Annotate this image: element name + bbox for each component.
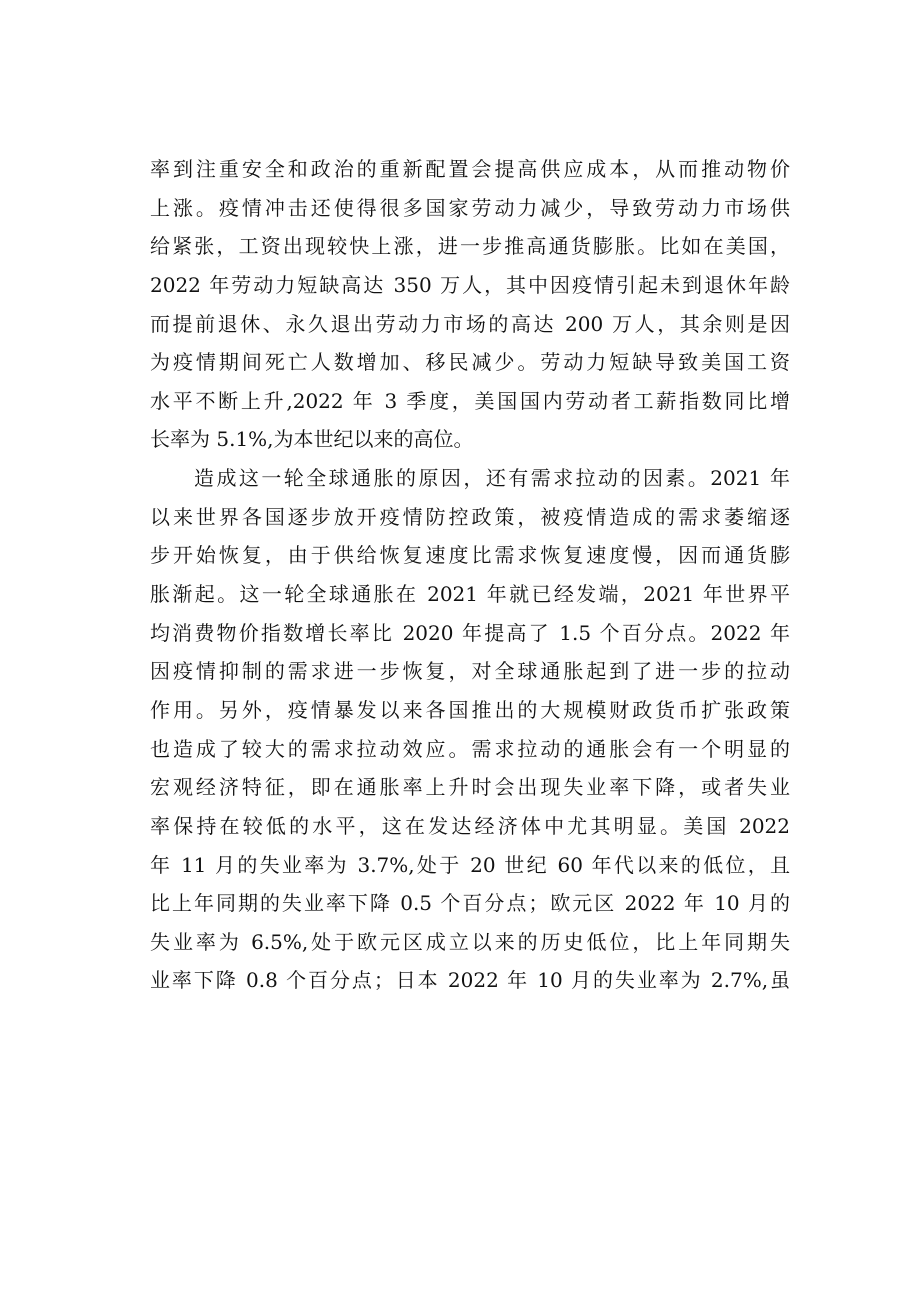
text-line: 比上年同期的失业率下降 0.5 个百分点；欧元区 2022 年 10 月的 (150, 891, 790, 916)
text-line: 而提前退休、永久退出劳动力市场的高达 200 万人，其余则是因 (150, 311, 790, 336)
text-line: 率保持在较低的水平，这在发达经济体中尤其明显。美国 2022 (150, 813, 790, 838)
text-line: 作用。另外，疫情暴发以来各国推出的大规模财政货币扩张政策 (150, 697, 790, 722)
text-line: 水平不断上升,2022 年 3 季度，美国国内劳动者工薪指数同比增 (150, 388, 790, 413)
text-line: 也造成了较大的需求拉动效应。需求拉动的通胀会有一个明显的 (150, 736, 790, 761)
paragraph-1 (150, 150, 790, 459)
text-line: 为疫情期间死亡人数增加、移民减少。劳动力短缺导致美国工资 (150, 350, 790, 375)
body-text (150, 150, 790, 1000)
text-line: 上涨。疫情冲击还使得很多国家劳动力减少，导致劳动力市场供 (150, 195, 790, 220)
text-line: 业率下降 0.8 个百分点；日本 2022 年 10 月的失业率为 2.7%,虽 (150, 968, 790, 993)
text-line: 均消费物价指数增长率比 2020 年提高了 1.5 个百分点。2022 年 (150, 620, 790, 645)
text-line: 年 11 月的失业率为 3.7%,处于 20 世纪 60 年代以来的低位，且 (150, 852, 790, 877)
text-line: 造成这一轮全球通胀的原因，还有需求拉动的因素。2021 年 (194, 466, 790, 491)
text-line: 因疫情抑制的需求进一步恢复，对全球通胀起到了进一步的拉动 (150, 659, 790, 684)
text-line: 给紧张，工资出现较快上涨，进一步推高通货膨胀。比如在美国， (150, 234, 790, 259)
text-line: 率到注重安全和政治的重新配置会提高供应成本，从而推动物价 (150, 157, 790, 181)
text-line: 胀渐起。这一轮全球通胀在 2021 年就已经发端，2021 年世界平 (150, 582, 790, 607)
text-line: 以来世界各国逐步放开疫情防控政策，被疫情造成的需求萎缩逐 (150, 504, 790, 529)
text-line: 步开始恢复，由于供给恢复速度比需求恢复速度慢，因而通货膨 (150, 543, 790, 568)
text-line: 宏观经济特征，即在通胀率上升时会出现失业率下降，或者失业 (150, 775, 790, 800)
text-line: 长率为 5.1%,为本世纪以来的高位。 (150, 427, 474, 452)
paragraph-2 (150, 459, 790, 1000)
text-line: 失业率为 6.5%,处于欧元区成立以来的历史低位，比上年同期失 (150, 929, 790, 954)
text-line: 2022 年劳动力短缺高达 350 万人，其中因疫情引起未到退休年龄 (150, 272, 790, 297)
